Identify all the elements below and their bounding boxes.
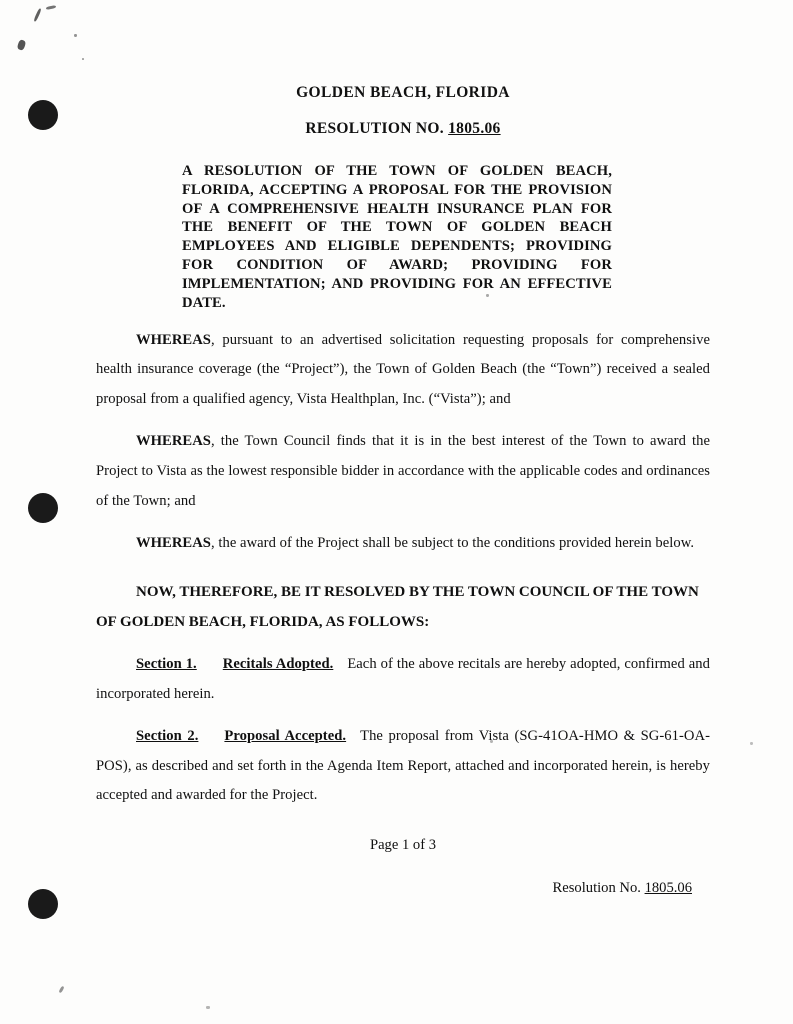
resolution-label: RESOLUTION NO. xyxy=(305,120,444,137)
scan-speck xyxy=(74,34,77,37)
resolved-clause xyxy=(96,577,710,637)
recital-text-3: , the award of the Project shall be subject to the conditions provided herein below. xyxy=(210,535,695,552)
scan-speck xyxy=(58,986,64,994)
scan-speck xyxy=(46,5,56,10)
whereas-label: WHEREAS xyxy=(136,331,211,348)
scan-speck xyxy=(82,58,84,60)
recital-text-1: , pursuant to an advertised solicitation requesting proposals for comprehensive health insurance coverage (the “Project”), the Town of Golden Beach (the “Town”) received a sealed proposal from a qualified agency, Vista Healthplan, Inc. (“Vista”); and xyxy=(96,331,710,407)
footer-resolution-number: 1805.06 xyxy=(644,880,692,896)
section-2-text: The proposal from Vista (SG-41OA-HMO & SG-61-OA-POS), as described and set forth in the Agenda Item Report, attached and incorporated herein, is hereby accepted and awarded for the Project. xyxy=(96,728,710,804)
punch-hole-artifact xyxy=(28,493,58,523)
recital-paragraph-2 xyxy=(96,427,710,516)
punch-hole-artifact xyxy=(28,889,58,919)
resolution-caption: A RESOLUTION OF THE TOWN OF GOLDEN BEACH, FLORIDA, ACCEPTING A PROPOSAL FOR THE PROVISION OF A COMPREHENSIVE HEALTH INSURANCE PLAN FOR THE BENEFIT OF THE TOWN OF GOLDEN BEACH EMPLOYEES AND ELIGIBLE DEPENDENTS; PROVIDING FOR CONDITION OF AWARD; PROVIDING FOR IMPLEMENTATION; AND PROVIDING FOR AN EFFECTIVE DATE. xyxy=(182,163,612,311)
punch-hole-artifact xyxy=(28,100,58,130)
section-1-heading: Recitals Adopted. xyxy=(222,655,334,672)
scan-speck xyxy=(750,742,753,745)
section-2 xyxy=(96,722,710,811)
recital-text-2: , the Town Council finds that it is in the best interest of the Town to award the Project to Vista as the lowest responsible bidder in accordance with the applicable codes and ordinances of the Town; and xyxy=(96,433,710,509)
footer-resolution xyxy=(96,880,710,897)
document-body xyxy=(96,0,710,897)
scan-speck xyxy=(33,8,41,22)
whereas-label: WHEREAS xyxy=(136,535,211,552)
document-title: GOLDEN BEACH, FLORIDA xyxy=(296,84,510,101)
resolution-heading xyxy=(96,120,710,138)
section-1-text: Each of the above recitals are hereby adopted, confirmed and incorporated herein. xyxy=(96,655,710,702)
page-number: Page 1 of 3 xyxy=(369,837,437,853)
section-2-number: Section 2. xyxy=(136,728,199,745)
footer-resolution-label: Resolution No. xyxy=(552,880,641,896)
section-1-number: Section 1. xyxy=(136,655,197,672)
scan-speck xyxy=(17,39,27,51)
resolution-number: 1805.06 xyxy=(448,120,501,137)
scan-speck xyxy=(206,1006,210,1009)
recital-paragraph-3 xyxy=(96,529,710,559)
section-1 xyxy=(96,650,710,709)
section-2-heading: Proposal Accepted. xyxy=(224,728,347,745)
resolved-clause-text: NOW, THEREFORE, BE IT RESOLVED BY THE TOWN COUNCIL OF THE TOWN OF GOLDEN BEACH, FLORIDA, AS FOLLOWS: xyxy=(96,583,699,630)
recital-paragraph-1 xyxy=(96,326,710,415)
whereas-label: WHEREAS xyxy=(136,433,211,450)
